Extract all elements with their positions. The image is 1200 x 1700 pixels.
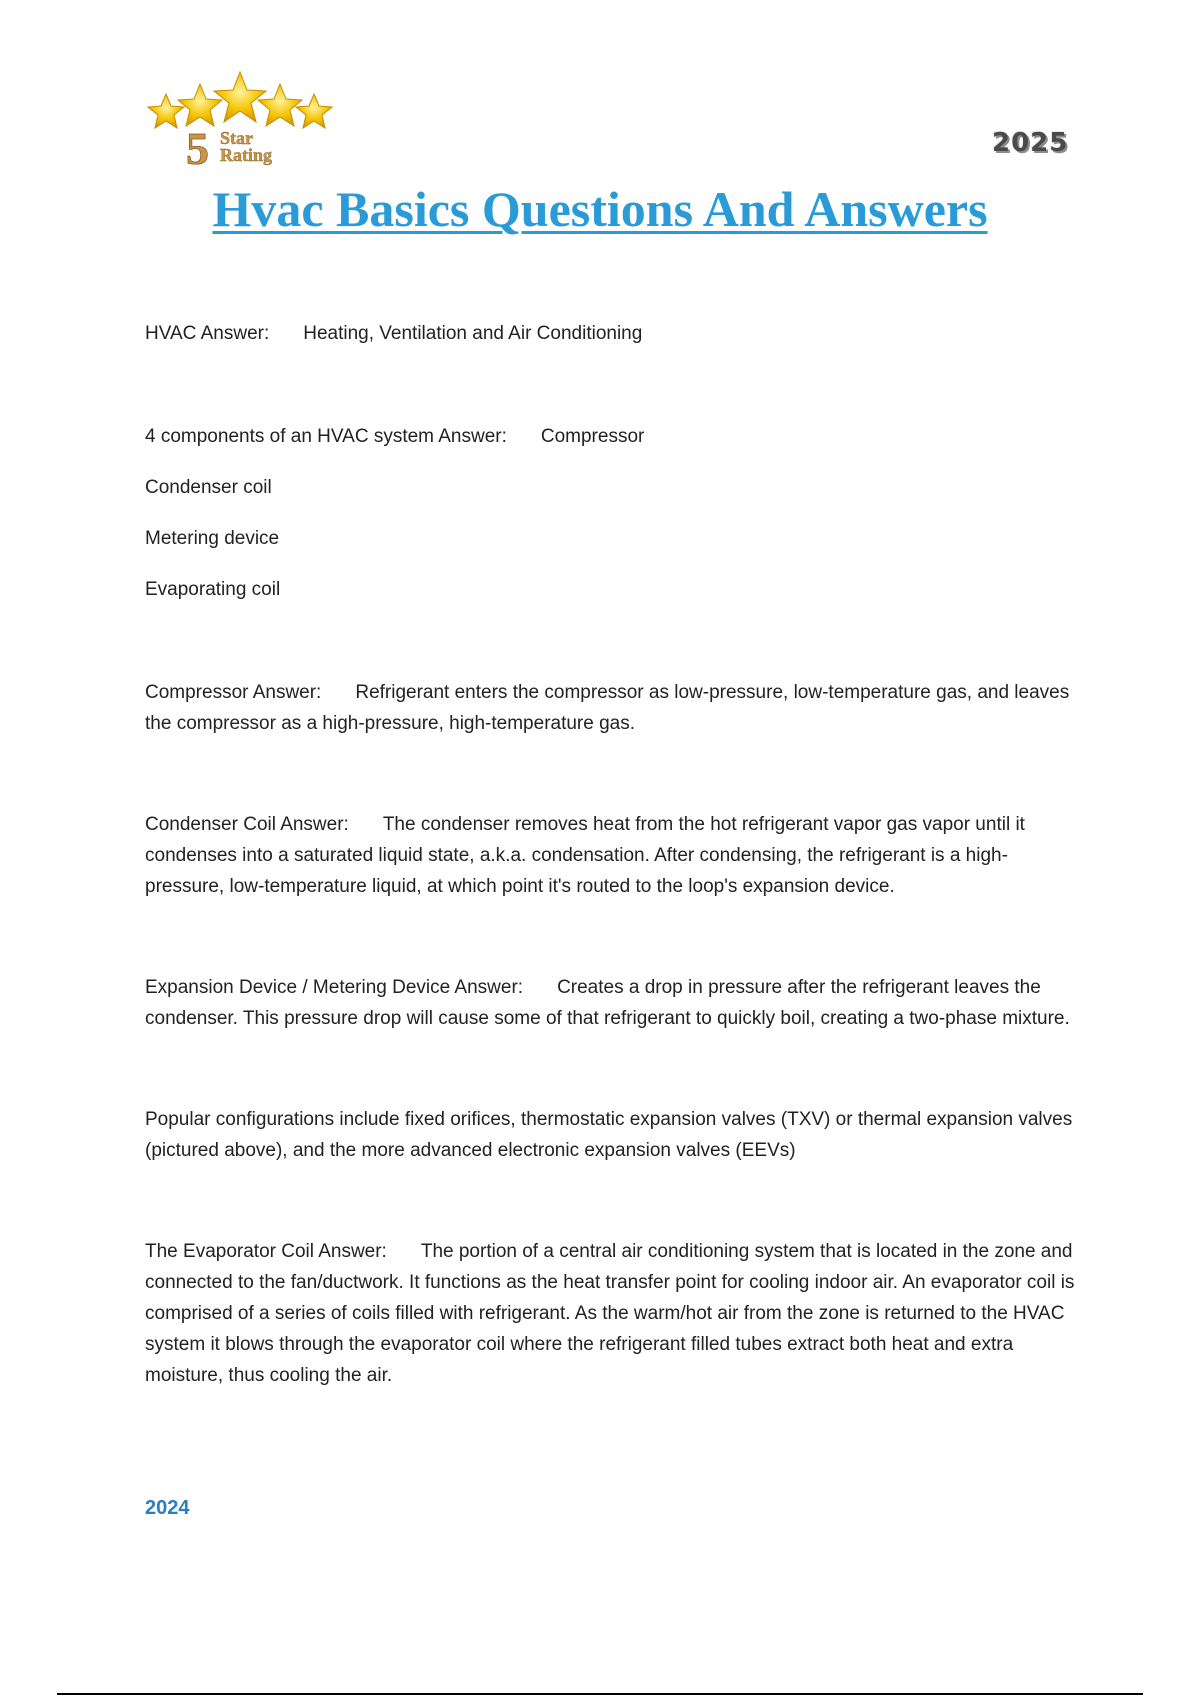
answer-text: The portion of a central air conditioning system that is located in the zone and connected to the fan/ductwork. It functions as the heat transfer point for cooling indoor air. An evaporator coil is comprised of a series of coils filled with refrigerant. As the warm/hot air from the zone is returned to the HVAC system it blows through the evaporator coil where the refrigerant filled tubes extract both heat and extra moisture, thus cooling the air. — [145, 1241, 1075, 1386]
answer-text: The condenser removes heat from the hot refrigerant vapor gas vapor until it condenses into a saturated liquid state, a.k.a. condensation. After condensing, the refrigerant is a high-pressure, low-temperature liquid, at which point it's routed to the loop's expansion device. — [145, 814, 1025, 897]
logo-word-star: Star — [220, 128, 253, 148]
star-icon — [148, 94, 184, 128]
qa-entry-expansion-device — [145, 972, 1085, 1034]
star-icon — [214, 72, 266, 122]
question-text: Expansion Device / Metering Device Answer: — [145, 977, 524, 998]
qa-entry-hvac — [145, 318, 1085, 349]
question-text: Compressor Answer: — [145, 682, 322, 703]
qa-entry-condenser-coil — [145, 809, 1085, 902]
star-icon — [178, 84, 222, 126]
five-star-rating-logo — [144, 70, 354, 170]
question-text: HVAC Answer: — [145, 323, 270, 344]
list-item: Evaporating coil — [145, 579, 281, 600]
logo-number: 5 — [186, 123, 209, 170]
answer-text: Heating, Ventilation and Air Conditioning — [303, 323, 643, 344]
answer-text: Creates a drop in pressure after the refrigerant leaves the condenser. This pressure drop will cause some of that refrigerant to quickly boil, creating a two-phase mixture. — [145, 977, 1070, 1029]
footer-divider — [57, 1693, 1143, 1695]
logo-word-rating: Rating — [220, 145, 273, 165]
paragraph-configurations: Popular configurations include fixed orifices, thermostatic expansion valves (TXV) or thermal expansion valves (pictured above), and the more advanced electronic expansion valves (EEVs) — [145, 1109, 1073, 1161]
document-body — [145, 318, 1085, 1391]
year-badge: 2025 — [992, 128, 1069, 158]
star-icon — [296, 94, 332, 128]
question-text: Condenser Coil Answer: — [145, 814, 349, 835]
page-title: Hvac Basics Questions And Answers — [212, 181, 988, 237]
qa-entry-components — [145, 421, 1085, 452]
star-rating-graphic — [144, 70, 354, 170]
list-item: Condenser coil — [145, 477, 272, 498]
question-text: The Evaporator Coil Answer: — [145, 1241, 387, 1262]
question-text: 4 components of an HVAC system Answer: — [145, 426, 507, 447]
answer-text: Compressor — [540, 426, 645, 447]
star-icon — [258, 84, 302, 126]
list-item: Metering device — [145, 528, 280, 549]
answer-text: Refrigerant enters the compressor as low-pressure, low-temperature gas, and leaves the compressor as a high-pressure, high-temperature gas. — [145, 682, 1070, 734]
qa-entry-evaporator-coil — [145, 1236, 1085, 1391]
footer-year: 2024 — [145, 1497, 190, 1519]
qa-entry-compressor — [145, 677, 1085, 739]
